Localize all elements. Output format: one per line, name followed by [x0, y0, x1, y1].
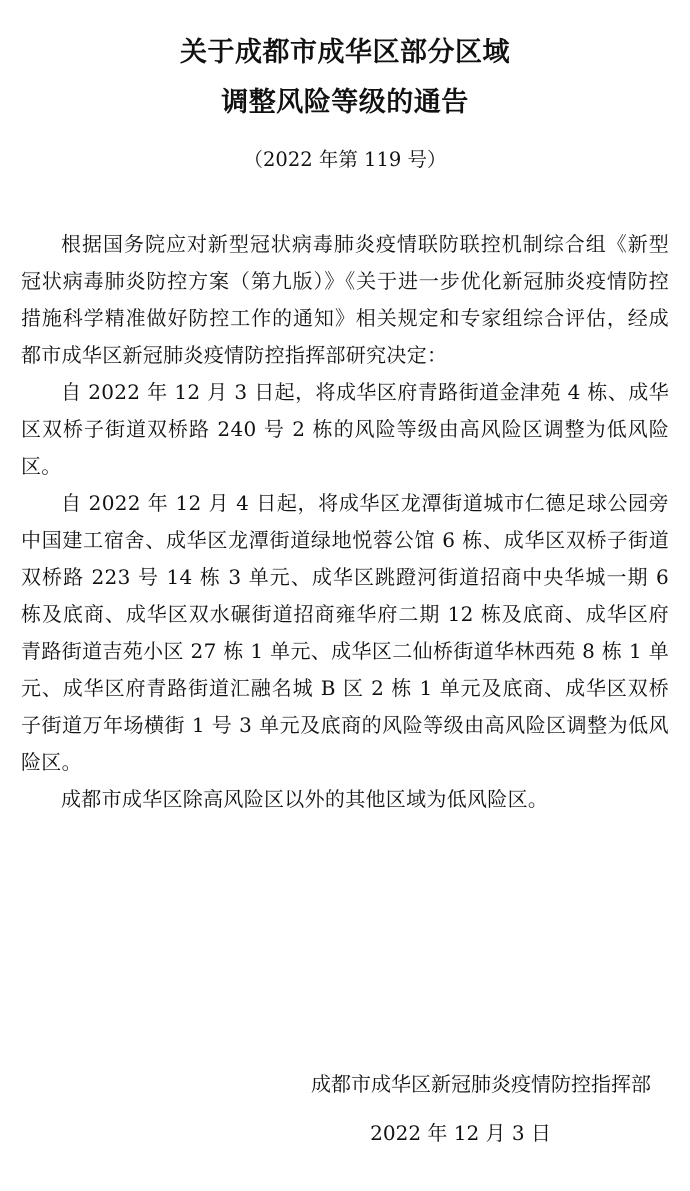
- paragraph-basis: 根据国务院应对新型冠状病毒肺炎疫情联防联控机制综合组《新型冠状病毒肺炎防控方案（第九版）》《关于进一步优化新冠肺炎疫情防控措施科学精准做好防控工作的通知》相关规定和专家组综合评估，经成都市成华区新冠肺炎疫情防控指挥部研究决定：: [21, 232, 669, 367]
- issue-date: 2022 年 12 月 3 日: [370, 1121, 551, 1145]
- issuer-signature: 成都市成华区新冠肺炎疫情防控指挥部: [311, 1072, 651, 1096]
- paragraph-dec-4-adjustment: 自 2022 年 12 月 4 日起，将成华区龙潭街道城市仁德足球公园旁中国建工宿舍、成华区龙潭街道绿地悦蓉公馆 6 栋、成华区双桥子街道双桥路 223 号 14 栋 3 单元、成华区跳蹬河街道招商中央华城一期 6 栋及底商、成华区双水碾街道招商雍华府二期 12 栋及底商、成华区府青路街道吉苑小区 27 栋 1 单元、成华区二仙桥街道华林西苑 8 栋 1 单元、成华区府青路街道汇融名城 B 区 2 栋 1 单元及底商、成华区双桥子街道万年场横街 1 号 3 单元及底商的风险等级由高风险区调整为低风险区。: [21, 491, 669, 774]
- document-number: （2022 年第 119 号）: [243, 148, 447, 171]
- notice-body: [21, 226, 669, 818]
- title-line-2: 调整风险等级的通告: [221, 87, 469, 118]
- paragraph-dec-3-adjustment: 自 2022 年 12 月 3 日起，将成华区府青路街道金津苑 4 栋、成华区双桥子街道双桥路 240 号 2 栋的风险等级由高风险区调整为低风险区。: [21, 380, 669, 478]
- title-line-1: 关于成都市成华区部分区域: [180, 37, 510, 68]
- paragraph-low-risk-remainder: 成都市成华区除高风险区以外的其他区域为低风险区。: [61, 787, 549, 811]
- issue-date-line: [0, 1117, 651, 1149]
